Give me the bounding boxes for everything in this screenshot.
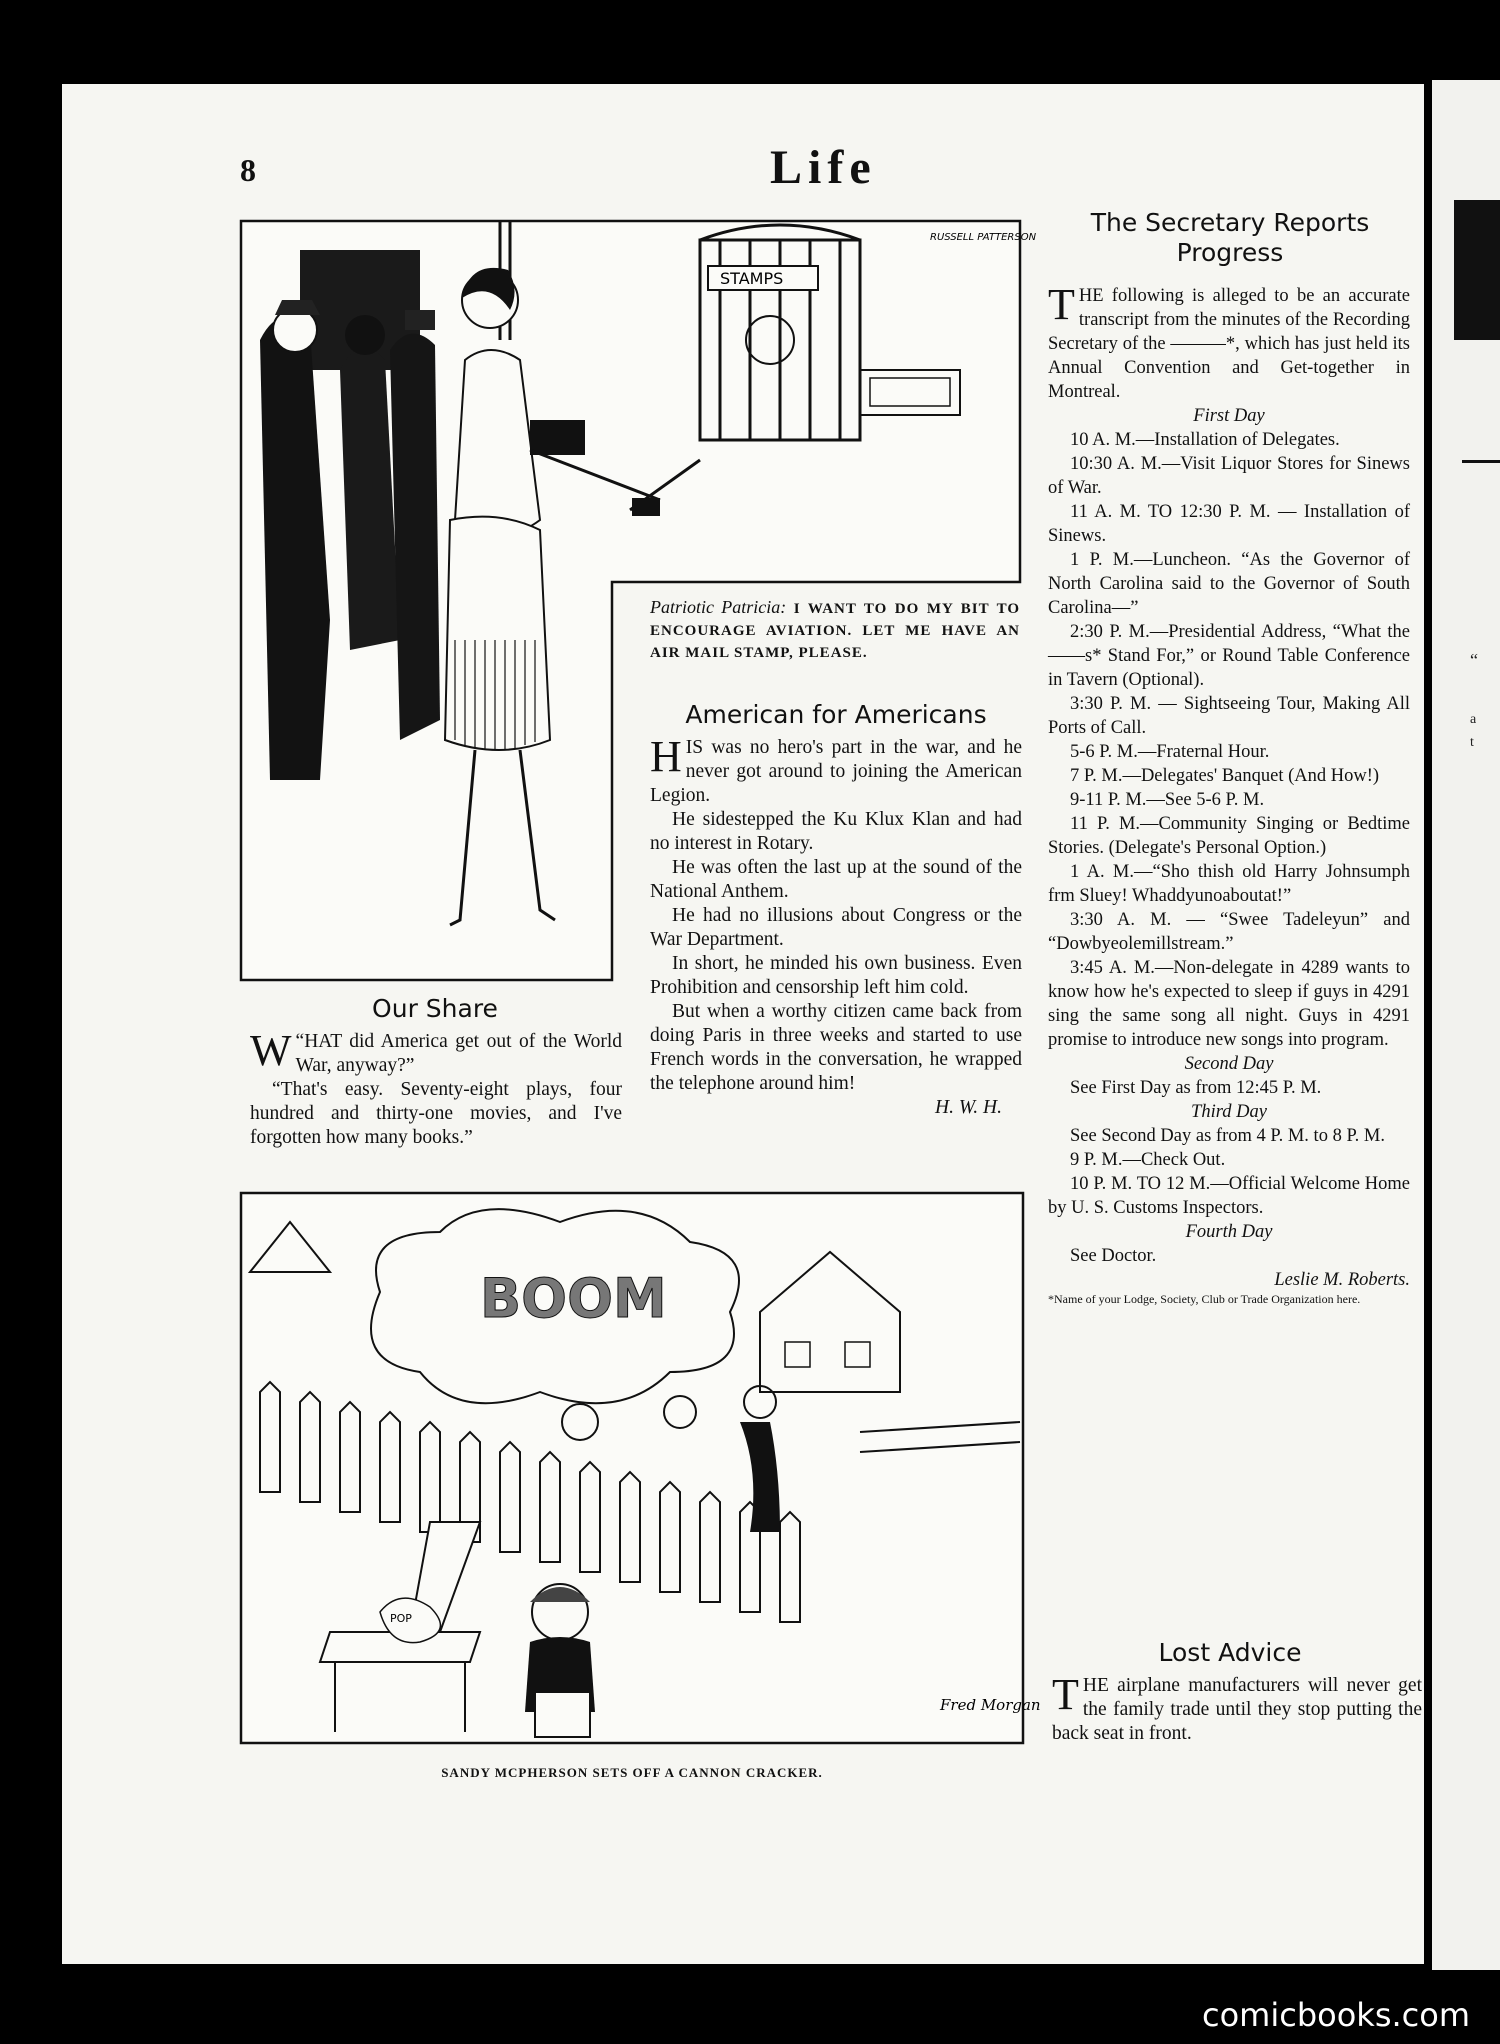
share-paragraph-1: HAT did America get out of the World War, anyway?” <box>295 1031 622 1076</box>
adjacent-page-fragment: a <box>1470 712 1477 727</box>
secretary-drop-cap: T <box>1048 280 1075 329</box>
day-heading-fourth: Fourth Day <box>1185 1222 1273 1242</box>
bottom-cartoon-illustration <box>240 1192 1041 1744</box>
share-open-quote: “ <box>295 1031 305 1052</box>
schedule-item: 5-6 P. M.—Fraternal Hour. <box>1070 742 1270 762</box>
secretary-intro: HE following is alleged to be an accurate transcript from the minutes of the Recording Secretary of the ———*, which has just held its Annual Convention and Get-together in Montreal. <box>1048 286 1410 402</box>
day-heading-third: Third Day <box>1191 1102 1267 1122</box>
american-drop-cap: H <box>650 732 682 781</box>
schedule-item: 3:30 P. M. — Sightseeing Tour, Making All Ports of Call. <box>1048 694 1410 738</box>
schedule-item: See Doctor. <box>1070 1246 1157 1266</box>
american-article-body <box>650 732 1022 1120</box>
adjacent-page-fragment: “ <box>1470 650 1478 670</box>
schedule-item: 1 A. M.—“Sho thish old Harry Johnsumph frm Sluey! Whaddyunoaboutat!” <box>1048 862 1410 906</box>
adjacent-page-fragment: t <box>1470 735 1474 750</box>
adjacent-page-block <box>1454 200 1500 340</box>
lost-advice-body <box>1052 1670 1422 1746</box>
schedule-item: 10 P. M. TO 12 M.—Official Welcome Home by U. S. Customs Inspectors. <box>1048 1174 1410 1218</box>
secretary-signature: Leslie M. Roberts. <box>1274 1270 1410 1290</box>
schedule-item: 10 A. M.—Installation of Delegates. <box>1070 430 1340 450</box>
masthead-title: Life <box>770 141 877 194</box>
american-paragraph-1: IS was no hero's part in the war, and he never got around to joining the American Legion. <box>650 737 1022 806</box>
caption-speaker: Patriotic Patricia: <box>650 597 787 617</box>
american-paragraph-4: He had no illusions about Congress or the War Department. <box>650 905 1022 950</box>
day-heading-first: First Day <box>1193 406 1265 426</box>
artist-signature: Fred Morgan <box>940 1696 1041 1714</box>
share-drop-cap: W <box>250 1026 292 1075</box>
american-signature: H. W. H. <box>935 1097 1002 1118</box>
pop-text: POP <box>390 1612 412 1625</box>
share-paragraph-2: “That's easy. Seventy-eight plays, four hundred and thirty-one movies, and I've forgotten how many books.” <box>250 1079 622 1148</box>
page-number: 8 <box>240 152 256 188</box>
american-paragraph-5: In short, he minded his own business. Even Prohibition and censorship left him cold. <box>650 953 1022 998</box>
schedule-item: 2:30 P. M.—Presidential Address, “What the ——s* Stand For,” or Round Table Conference in Tavern (Optional). <box>1048 622 1410 690</box>
share-article-title: Our Share <box>372 994 498 1023</box>
schedule-item: 11 A. M. TO 12:30 P. M. — Installation of Sinews. <box>1048 502 1410 546</box>
schedule-item: 7 P. M.—Delegates' Banquet (And How!) <box>1070 766 1380 786</box>
stamps-sign: STAMPS <box>720 269 784 288</box>
share-article-body <box>250 1026 622 1150</box>
schedule-item: 3:30 A. M. — “Swee Tadeleyun” and “Dowbyeolemillstream.” <box>1048 910 1410 954</box>
schedule-item: 10:30 A. M.—Visit Liquor Stores for Sinews of War. <box>1048 454 1410 498</box>
secretary-title-line1: The Secretary Reports <box>1090 208 1370 237</box>
lost-advice-title: Lost Advice <box>1158 1638 1302 1667</box>
schedule-item: 1 P. M.—Luncheon. “As the Governor of North Carolina said to the Governor of South Carolina—” <box>1048 550 1410 618</box>
american-paragraph-3: He was often the last up at the sound of the National Anthem. <box>650 857 1022 902</box>
secretary-article-body <box>1048 280 1410 1306</box>
schedule-item: See First Day as from 12:45 P. M. <box>1070 1078 1322 1098</box>
american-article-title: American for Americans <box>685 700 987 729</box>
lost-advice-text: HE airplane manufacturers will never get the family trade until they stop putting the back seat in front. <box>1052 1675 1422 1744</box>
schedule-item: 11 P. M.—Community Singing or Bedtime Stories. (Delegate's Personal Option.) <box>1048 814 1410 858</box>
adjacent-page-rule <box>1462 460 1500 463</box>
schedule-item: 9-11 P. M.—See 5-6 P. M. <box>1070 790 1265 810</box>
top-cartoon-caption <box>650 596 1020 664</box>
day-heading-second: Second Day <box>1184 1054 1274 1074</box>
schedule-item: 9 P. M.—Check Out. <box>1070 1150 1226 1170</box>
american-paragraph-2: He sidestepped the Ku Klux Klan and had no interest in Rotary. <box>650 809 1022 854</box>
adjacent-page-edge <box>1432 80 1500 1970</box>
secretary-title-line2: Progress <box>1176 238 1284 267</box>
artist-signature: RUSSELL PATTERSON <box>930 232 1037 243</box>
bottom-cartoon-caption: SANDY MCPHERSON SETS OFF A CANNON CRACKER. <box>441 1765 823 1780</box>
secretary-article-title <box>1045 208 1415 268</box>
boom-text: BOOM <box>480 1267 667 1330</box>
lost-drop-cap: T <box>1052 1670 1079 1719</box>
caption-text: I WANT TO DO MY BIT TO ENCOURAGE AVIATION. LET ME HAVE AN AIR MAIL STAMP, PLEASE. <box>650 601 1021 661</box>
american-paragraph-6: But when a worthy citizen came back from doing Paris in three weeks and started to use French words in the conversation, he wrapped the telephone around him! <box>650 1001 1022 1094</box>
secretary-footnote: *Name of your Lodge, Society, Club or Trade Organization here. <box>1048 1292 1361 1306</box>
schedule-item: 3:45 A. M.—Non-delegate in 4289 wants to know how he's expected to sleep if guys in 4291 sing the same song all night. Guys in 4291 promise to introduce new songs into program. <box>1048 958 1410 1050</box>
schedule-item: See Second Day as from 4 P. M. to 8 P. M. <box>1070 1126 1386 1146</box>
watermark: comicbooks.com <box>1201 1996 1470 2034</box>
